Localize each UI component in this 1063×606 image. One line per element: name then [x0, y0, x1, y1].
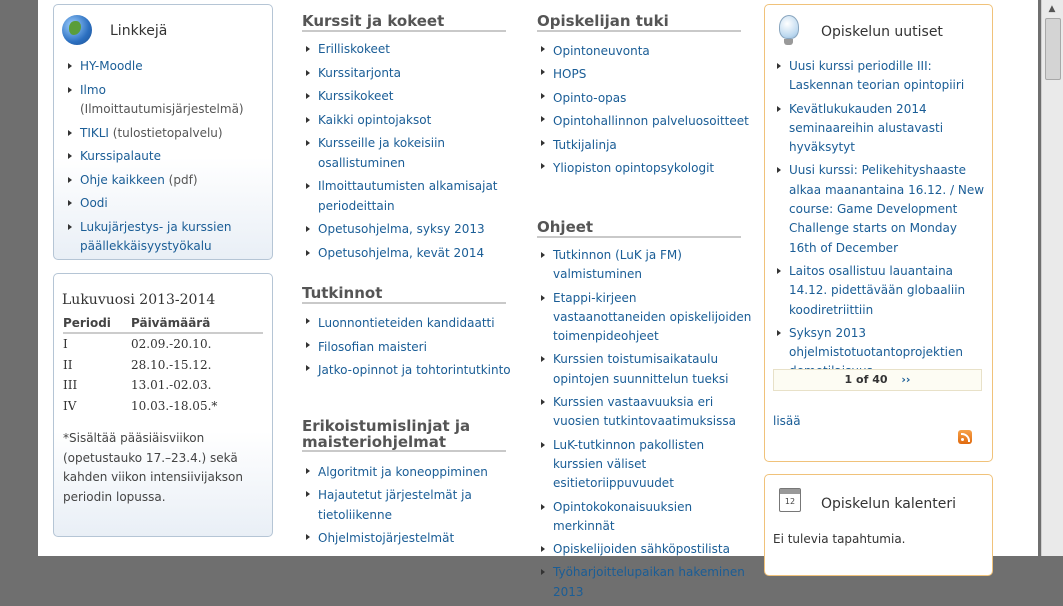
list-item: [302, 111, 512, 131]
list-item: [302, 87, 512, 107]
nav-link[interactable]: Luonnontieteiden kandidaatti: [318, 316, 495, 330]
nav-link[interactable]: Kursseille ja kokeisiin osallistuminen: [318, 136, 446, 170]
list-item: [302, 336, 512, 360]
academic-year-box: [53, 273, 273, 537]
list-item: [64, 81, 269, 120]
list-item: [537, 540, 752, 559]
nav-link[interactable]: Tutkinnon (LuK ja FM) valmistuminen: [553, 248, 682, 282]
nav-link[interactable]: Uusi kurssi: Pelikehityshaaste alkaa maanantaina 16.12. / New course: Game Development Challenge starts on Monday 16th of December: [789, 163, 985, 255]
nav-link[interactable]: LuK-tutkinnon pakollisten kurssien väliset esitietoriippuvuudet: [553, 437, 705, 491]
nav-link[interactable]: Kurssitarjonta: [318, 65, 401, 80]
list-item: [537, 246, 752, 285]
nav-link[interactable]: Tutkijalinja: [553, 137, 617, 152]
list-item: [302, 528, 512, 548]
list-item: [773, 57, 988, 96]
nav-link[interactable]: Etappi-kirjeen vastaanottaneiden opiskelijoiden toimenpideohjeet: [553, 290, 752, 344]
nav-link[interactable]: Ilmoittautumisten alkamisajat periodeittain: [318, 179, 498, 213]
list-item: [302, 244, 512, 264]
nav-link[interactable]: Algoritmit ja koneoppiminen: [318, 465, 488, 479]
date-cell: 28.10.-15.12.: [131, 357, 212, 372]
links-list: [64, 57, 269, 261]
date-cell: 13.01.-02.03.: [131, 378, 212, 393]
academic-year-title: Lukuvuosi 2013-2014: [62, 292, 216, 308]
period-cell: IV: [63, 398, 77, 413]
nav-link[interactable]: Työharjoittelupaikan hakeminen 2013: [553, 565, 745, 599]
nav-link[interactable]: Opetusohjelma, kevät 2014: [318, 245, 485, 260]
specializations-heading: Erikoistumislinjat ja maisteriohjelmat: [302, 419, 506, 452]
degrees-heading: Tutkinnot: [302, 284, 506, 304]
table-row: [63, 355, 263, 376]
nav-link[interactable]: Jatko-opinnot ja tohtorintutkinto: [318, 363, 511, 377]
list-item: [64, 147, 269, 167]
list-item: [302, 64, 512, 84]
nav-link[interactable]: Opinto-opas: [553, 90, 627, 105]
list-item: [302, 40, 512, 60]
nav-link[interactable]: Opintokokonaisuuksien merkinnät: [553, 499, 693, 533]
list-item: [773, 100, 988, 158]
nav-link[interactable]: Lukujärjestys- ja kurssien päällekkäisyystyökalu: [80, 219, 232, 253]
link-note: (pdf): [164, 172, 198, 187]
links-box-title: Linkkejä: [110, 23, 168, 39]
list-item: [537, 393, 752, 432]
support-heading: Opiskelijan tuki: [537, 12, 741, 32]
nav-link[interactable]: Opetusohjelma, syksy 2013: [318, 222, 485, 236]
list-item: [537, 289, 752, 347]
nav-link[interactable]: Ilmo: [80, 82, 106, 97]
vertical-scrollbar[interactable]: [1041, 0, 1063, 556]
list-item: [773, 161, 988, 257]
link-note: (Ilmoittautumisjärjestelmä): [80, 102, 244, 116]
list-item: [537, 498, 752, 537]
calendar-box-title: Opiskelun kalenteri: [821, 496, 956, 512]
list-item: [302, 177, 512, 216]
list-item: [64, 171, 269, 191]
calendar-box: [764, 474, 993, 576]
list-item: [64, 57, 269, 77]
nav-link[interactable]: Kurssien toistumisaikataulu opintojen suunnittelun tueksi: [553, 352, 729, 386]
list-item: [302, 134, 512, 173]
list-item: [537, 134, 752, 157]
list-item: [773, 262, 988, 320]
scroll-up-icon[interactable]: ▲: [1048, 4, 1056, 14]
guides-list: [537, 246, 752, 606]
list-item: [302, 485, 512, 525]
list-item: [537, 87, 752, 110]
nav-link[interactable]: HOPS: [553, 67, 587, 82]
news-pager-status: 1 of 40: [844, 373, 888, 386]
nav-link[interactable]: Opintohallinnon palveluosoitteet: [553, 114, 749, 129]
guides-heading: Ohjeet: [537, 218, 741, 238]
list-item: [302, 312, 512, 336]
nav-link[interactable]: Erilliskokeet: [318, 42, 390, 56]
list-item: [64, 218, 269, 257]
news-next-page-link[interactable]: ››: [901, 373, 911, 386]
news-box-title: Opiskelun uutiset: [821, 24, 943, 40]
nav-link[interactable]: Kurssikokeet: [318, 89, 394, 103]
degrees-list: [302, 312, 512, 383]
link-note: (tulostietopalvelu): [108, 125, 223, 140]
date-cell: 02.09.-20.10.: [131, 337, 212, 352]
news-more-link[interactable]: lisää: [773, 414, 801, 428]
nav-link[interactable]: Kurssipalaute: [80, 149, 161, 163]
date-cell: 10.03.-18.05.*: [131, 398, 218, 413]
courses-heading: Kurssit ja kokeet: [302, 12, 506, 32]
table-row: [63, 396, 263, 417]
period-footnote: *Sisältää pääsiäisviikon (opetustauko 17.–23.4.) sekä kahden viikon intensiivijakson periodin lopussa.: [63, 431, 243, 504]
list-item: [64, 124, 269, 144]
list-item: [537, 436, 752, 494]
links-box: [53, 4, 273, 260]
nav-link[interactable]: Opintoneuvonta: [553, 44, 650, 58]
table-row: [63, 375, 263, 396]
courses-list: [302, 40, 512, 267]
list-item: [537, 563, 752, 602]
list-item: [64, 194, 269, 214]
period-cell: II: [63, 357, 73, 372]
period-table: [63, 316, 263, 416]
nav-link[interactable]: Kevätlukukauden 2014 seminaareihin alustavasti hyväksytyt: [789, 101, 944, 155]
nav-link[interactable]: Ohje kaikkeen: [80, 172, 165, 187]
scrollbar-thumb[interactable]: [1045, 18, 1061, 80]
globe-icon: [62, 15, 92, 45]
list-item: [302, 220, 512, 240]
list-item: [302, 359, 512, 383]
news-pager: [773, 369, 982, 391]
date-column-header: Päivämäärä: [131, 316, 263, 333]
support-list: [537, 40, 752, 180]
nav-link[interactable]: HY-Moodle: [80, 59, 143, 73]
nav-link[interactable]: Filosofian maisteri: [318, 339, 427, 354]
nav-link[interactable]: Uusi kurssi periodille III: Laskennan teorian opintopiiri: [789, 59, 965, 93]
nav-link[interactable]: Hajautetut järjestelmät ja tietoliikenne: [318, 488, 472, 522]
news-box: [764, 4, 993, 462]
table-row: [63, 333, 263, 355]
list-item: [537, 157, 752, 180]
nav-link[interactable]: Kurssien vastaavuuksia eri vuosien tutkintovaatimuksissa: [553, 395, 736, 429]
specializations-list: [302, 462, 512, 551]
calendar-empty-message: Ei tulevia tapahtumia.: [773, 532, 906, 546]
nav-link[interactable]: Oodi: [80, 196, 108, 210]
nav-link[interactable]: Laitos osallistuu lauantaina 14.12. pidettävään globaaliin koodiretriittiin: [789, 263, 966, 317]
list-item: [537, 350, 752, 389]
nav-link[interactable]: Yliopiston opintopsykologit: [553, 161, 715, 176]
nav-link[interactable]: TIKLI: [80, 125, 109, 140]
list-item: [302, 462, 512, 482]
list-item: [537, 110, 752, 133]
calendar-icon: 12: [779, 488, 801, 512]
period-column-header: Periodi: [63, 316, 131, 333]
list-item: [537, 40, 752, 63]
nav-link[interactable]: Ohjelmistojärjestelmät: [318, 531, 455, 545]
nav-link[interactable]: Opiskelijoiden sähköpostilista: [553, 542, 730, 557]
period-cell: III: [63, 378, 78, 393]
nav-link[interactable]: Syksyn 2013 ohjelmistotuotantoprojektien: [789, 325, 964, 360]
page: [38, 0, 1038, 599]
lightbulb-icon: [779, 15, 799, 39]
nav-link[interactable]: Kaikki opintojaksot: [318, 112, 432, 127]
news-list: [773, 57, 988, 386]
period-cell: I: [63, 337, 68, 352]
rss-feed-icon[interactable]: [958, 430, 972, 444]
list-item: [537, 63, 752, 86]
